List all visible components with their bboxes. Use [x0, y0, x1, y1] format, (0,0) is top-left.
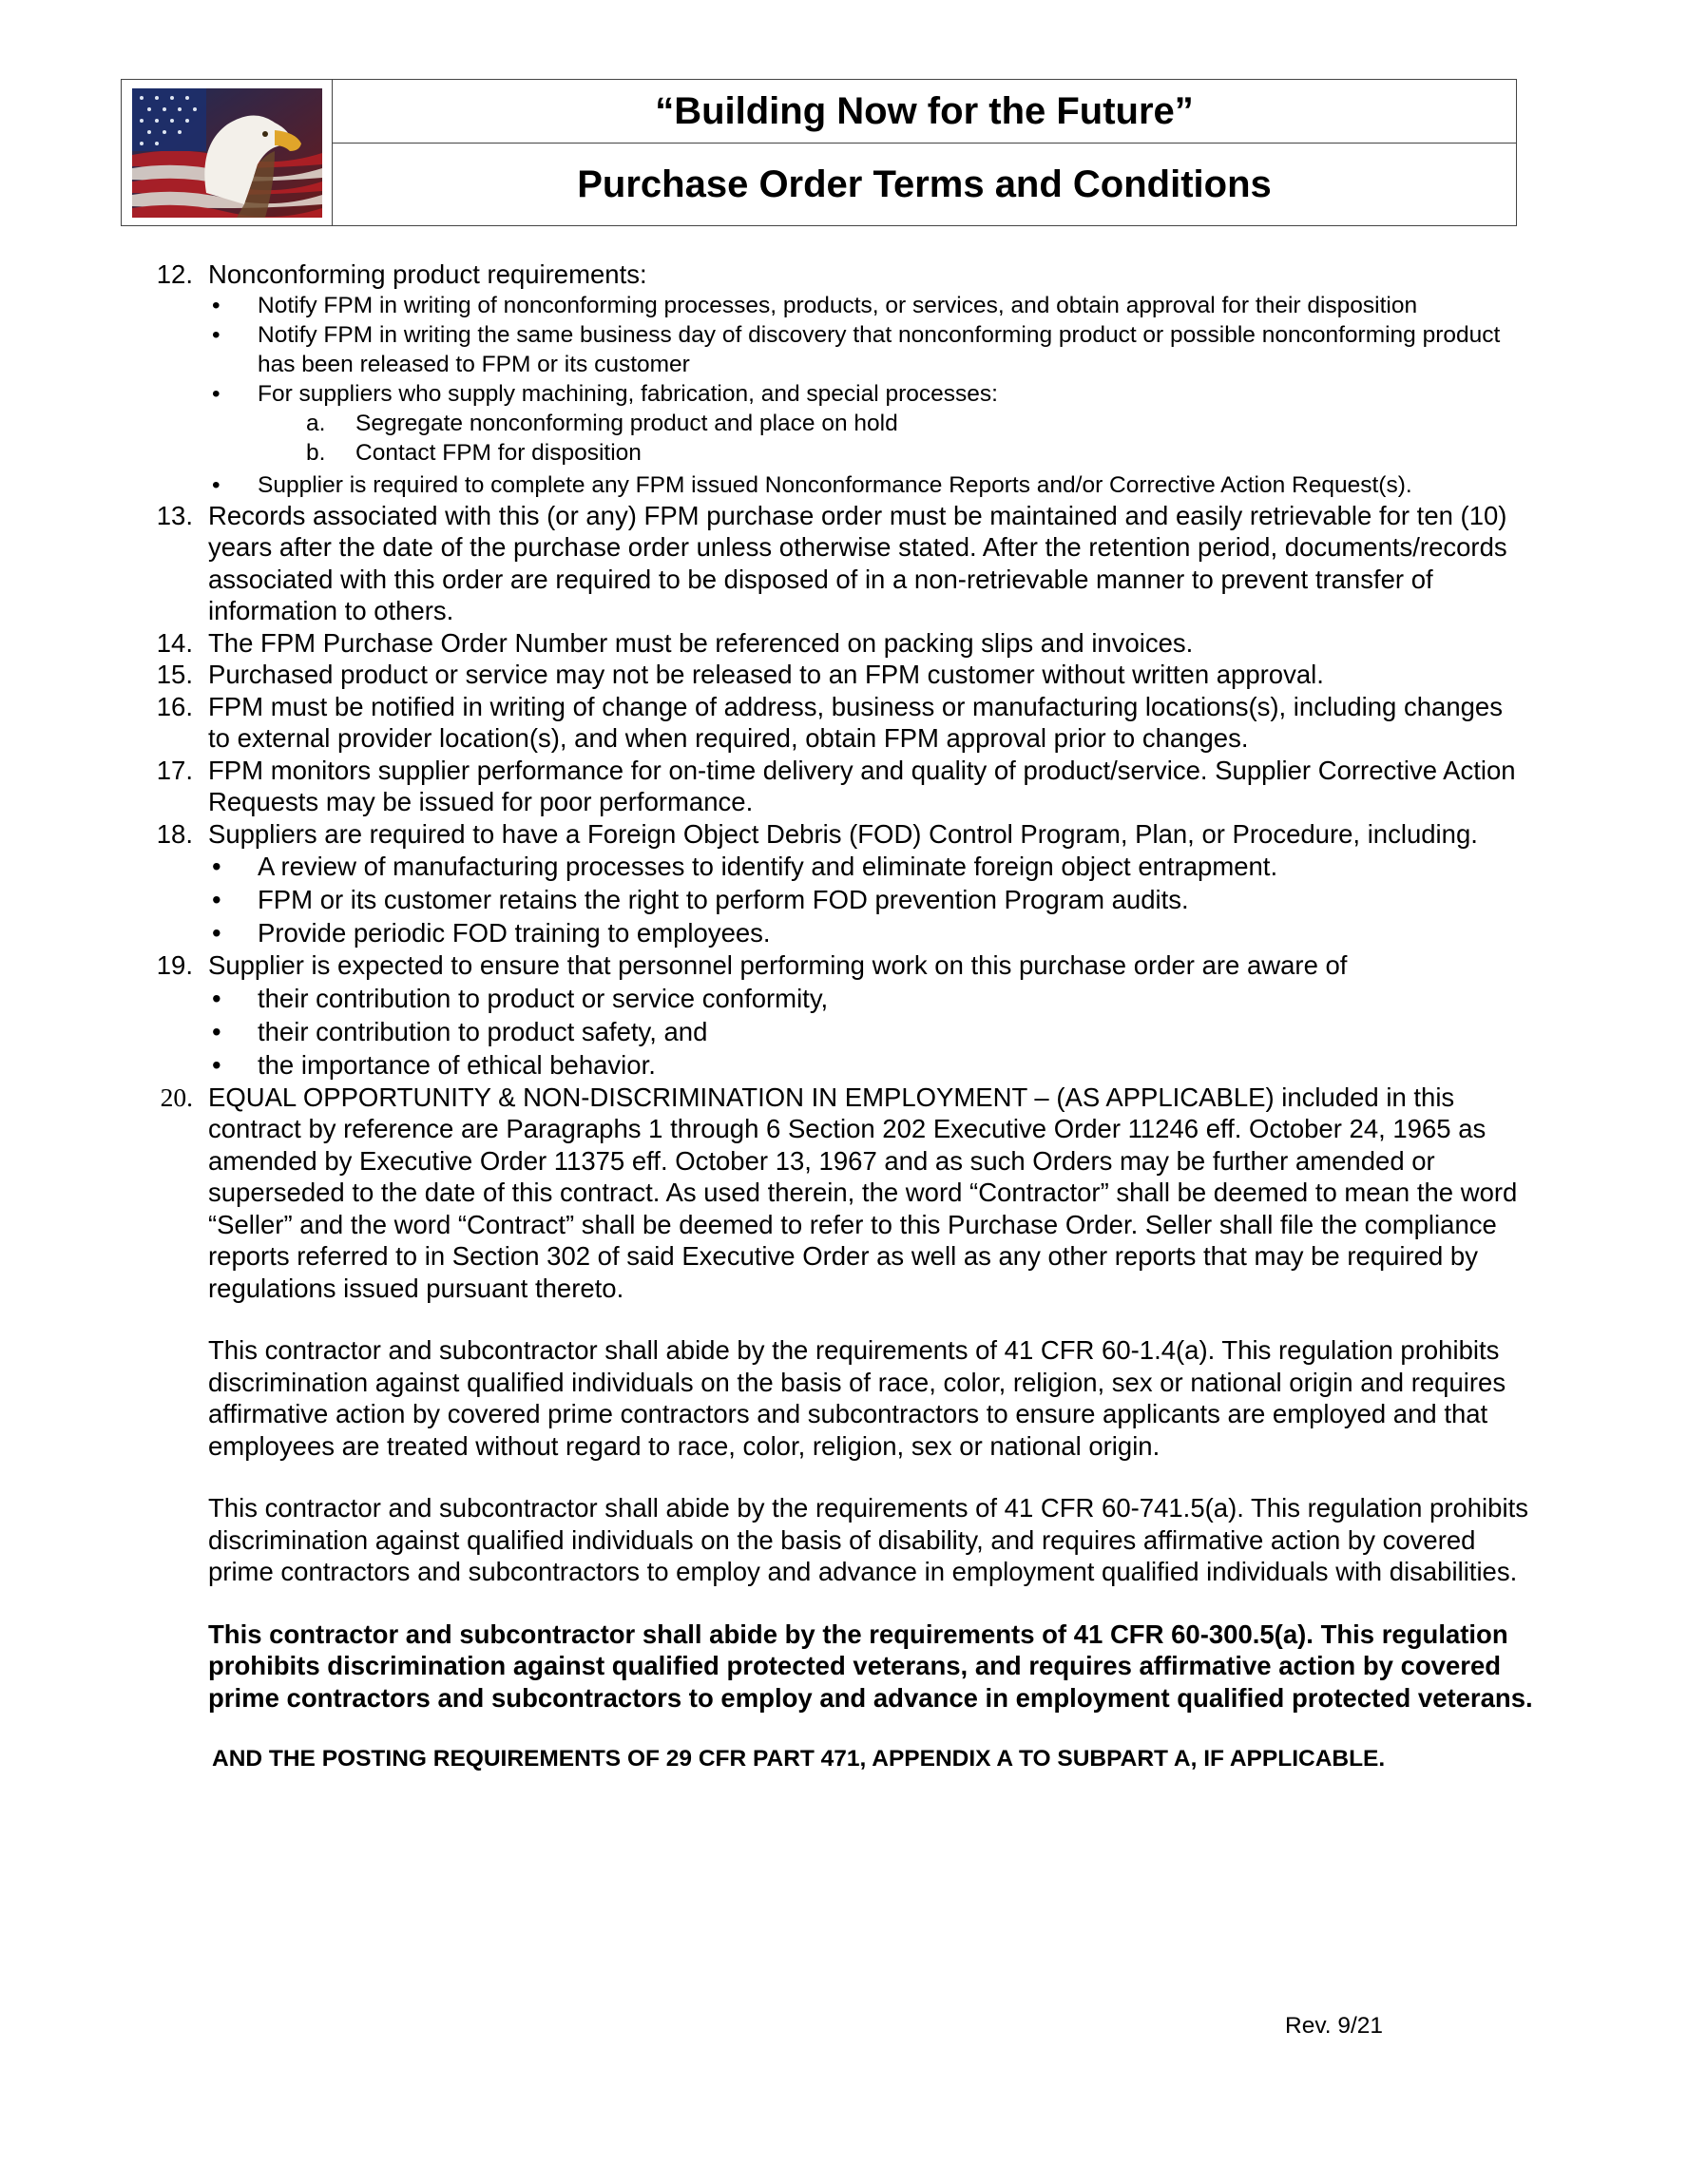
term-number: 15.	[156, 660, 193, 689]
bullet-item: • their contribution to product or service conformity,	[258, 982, 1522, 1015]
disability-paragraph: This contractor and subcontractor shall abide by the requirements of 41 CFR 60-741.5(a). This regulation prohibits discrimination against qualified individuals on the basis of disability, and requires affirmative action by covered prime contractors and subcontractors to employ and advance in employment qualified individuals with disabilities.	[208, 1493, 1528, 1586]
term-text: FPM must be notified in writing of change of address, business or manufacturing locations(s), including changes to external provider location(s), and when required, obtain FPM approval prior to changes.	[208, 691, 1503, 753]
term-text: FPM monitors supplier performance for on-time delivery and quality of product/service. Supplier Corrective Action Requests may be issued for poor performance.	[208, 755, 1516, 816]
term-text: The FPM Purchase Order Number must be referenced on packing slips and invoices.	[208, 627, 1194, 658]
terms-list	[0, 259, 1688, 1773]
sub-item	[306, 438, 1496, 468]
term-item-15	[0, 659, 1688, 691]
sub-text: Segregate nonconforming product and place on hold	[355, 410, 898, 436]
term-number: 19.	[156, 950, 193, 980]
revision-label: Rev. 9/21	[1285, 2013, 1384, 2039]
sub-letter: b.	[306, 439, 326, 466]
term-text: Supplier is expected to ensure that personnel performing work on this purchase order are aware of	[208, 950, 1348, 980]
term-item-12	[0, 259, 1688, 291]
term-item-13	[0, 500, 1688, 627]
bullet-item: • Notify FPM in writing the same business day of discovery that nonconforming product or possible nonconforming product has been released to FPM or its customer	[258, 320, 1522, 379]
bullet-item: • For suppliers who supply machining, fabrication, and special processes:	[258, 379, 1522, 409]
term-item-16	[0, 691, 1688, 755]
header-motto: “Building Now for the Future”	[333, 80, 1516, 144]
document-title: Purchase Order Terms and Conditions	[577, 163, 1272, 205]
term-number: 16.	[156, 691, 193, 721]
bullet-item: • the importance of ethical behavior.	[258, 1048, 1522, 1082]
logo	[122, 80, 333, 225]
term-text: EQUAL OPPORTUNITY & NON-DISCRIMINATION IN EMPLOYMENT – (AS APPLICABLE) included in this contract by reference are Paragraphs 1 through 6 Section 202 Executive Order 11246 eff. October 24, 1965 as amended by Executive Order 11375 eff. October 13, 1967 and as such Orders may be further amended or superseded to the date of this contract. As used therein, the word “Contractor” shall be deemed to mean the word “Seller” and the word “Contract” shall be deemed to refer to this Purchase Order. Seller shall file the compliance reports referred to in Section 302 of said Executive Order as well as any other reports that may be required by regulations issued pursuant thereto.	[208, 1082, 1518, 1303]
bullet-item: • their contribution to product safety, and	[258, 1015, 1522, 1048]
term-number: 12.	[156, 259, 193, 289]
term-number: 14.	[156, 627, 193, 658]
bullet-item: • Notify FPM in writing of nonconforming processes, products, or services, and obtain approval for their disposition	[258, 291, 1522, 320]
term-text: Nonconforming product requirements:	[208, 259, 647, 289]
term-item-14	[0, 627, 1688, 660]
term-item-18	[0, 818, 1688, 851]
term-item-19	[0, 949, 1688, 982]
sub-letter: a.	[306, 410, 326, 436]
bullet-item: • A review of manufacturing processes to identify and eliminate foreign object entrapment.	[258, 850, 1522, 883]
term-number: 13.	[156, 500, 193, 530]
term-item-17	[0, 755, 1688, 818]
posting-requirements: AND THE POSTING REQUIREMENTS OF 29 CFR PART 471, APPENDIX A TO SUBPART A, IF APPLICABLE.	[212, 1746, 1386, 1772]
term-number: 18.	[156, 818, 193, 849]
term-text: Suppliers are required to have a Foreign Object Debris (FOD) Control Program, Plan, or Procedure, including.	[208, 818, 1478, 849]
term-text: Records associated with this (or any) FPM purchase order must be maintained and easily retrievable for ten (10) years after the date of the purchase order unless otherwise stated. After the retention period, documents/records associated with this order are required to be disposed of in a non-retrievable manner to prevent transfer of information to others.	[208, 500, 1507, 625]
bullet-item: • FPM or its customer retains the right to perform FOD prevention Program audits.	[258, 883, 1522, 916]
term-item-20	[0, 1082, 1688, 1305]
eeo-paragraph: This contractor and subcontractor shall abide by the requirements of 41 CFR 60-1.4(a). This regulation prohibits discrimination against qualified individuals on the basis of race, color, religion, sex or national origin and requires affirmative action by covered prime contractors and subcontractors to ensure applicants are employed and that employees are treated without regard to race, color, religion, sex or national origin.	[208, 1335, 1506, 1461]
bullet-item: • Supplier is required to complete any FPM issued Nonconformance Reports and/or Corrective Action Request(s).	[258, 470, 1522, 500]
sub-text: Contact FPM for disposition	[355, 439, 642, 466]
sub-item	[306, 409, 1496, 438]
eagle-flag-icon	[132, 88, 322, 218]
bullet-item: • Provide periodic FOD training to employees.	[258, 916, 1522, 949]
header-titles	[333, 80, 1516, 225]
document-header	[121, 79, 1517, 226]
term-text: Purchased product or service may not be released to an FPM customer without written approval.	[208, 660, 1324, 689]
veterans-paragraph: This contractor and subcontractor shall abide by the requirements of 41 CFR 60-300.5(a). This regulation prohibits discrimination against qualified protected veterans, and requires affirmative action by covered prime contractors and subcontractors to employ and advance in employment qualified protected veterans.	[208, 1619, 1533, 1713]
term-number: 17.	[156, 755, 193, 785]
term-number: 20.	[160, 1082, 193, 1112]
